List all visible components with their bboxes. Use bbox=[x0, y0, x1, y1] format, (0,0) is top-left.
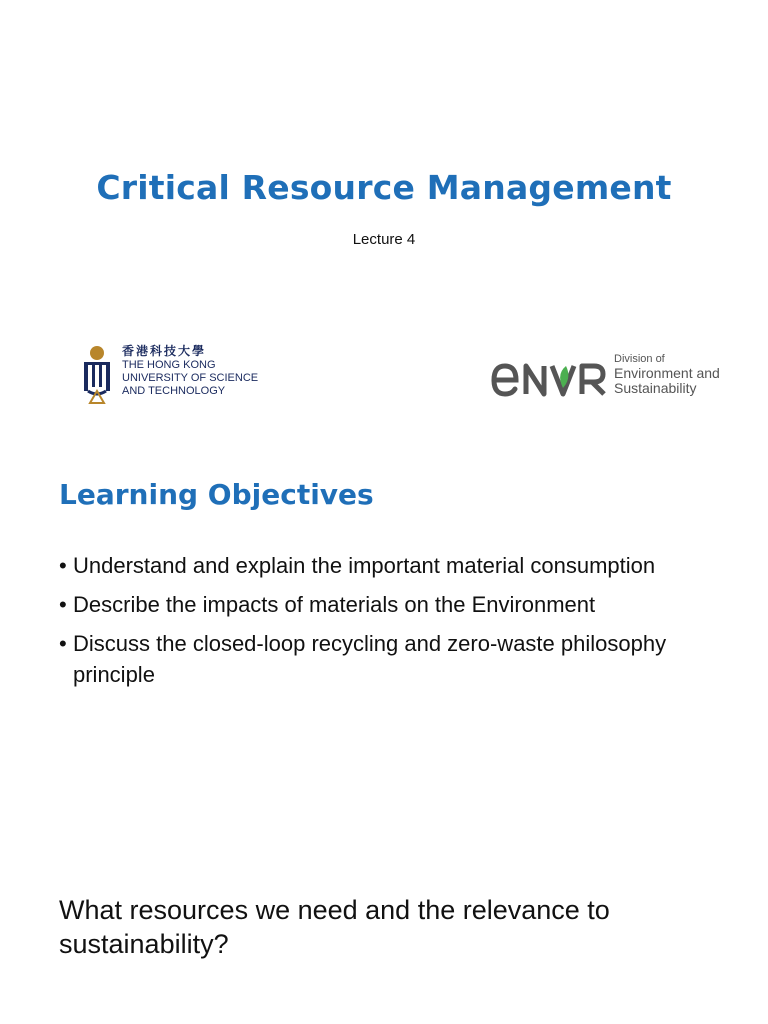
section-question: What resources we need and the relevance to sustainability? bbox=[59, 895, 610, 959]
hkust-name-line: THE HONG KONG bbox=[122, 359, 216, 371]
hkust-emblem-icon bbox=[80, 345, 114, 405]
envr-line-1: Division of bbox=[614, 353, 665, 365]
envr-division-name bbox=[614, 352, 720, 396]
bullet: • bbox=[59, 592, 67, 617]
hkust-chinese-name: 香港科技大學 bbox=[122, 344, 207, 358]
hkust-name-line: AND TECHNOLOGY bbox=[122, 385, 226, 397]
list-item bbox=[59, 589, 719, 620]
list-item bbox=[59, 628, 719, 690]
slide-title: Critical Resource Management bbox=[96, 168, 672, 207]
objective-text: Describe the impacts of materials on the Environment bbox=[73, 592, 596, 617]
hkust-name bbox=[122, 345, 258, 398]
hkust-logo bbox=[80, 345, 280, 405]
objective-text: Understand and explain the important material consumption bbox=[73, 553, 656, 578]
bullet: • bbox=[59, 553, 67, 578]
envr-logo bbox=[490, 352, 740, 402]
lecture-label: Lecture 4 bbox=[352, 231, 416, 248]
envr-wordmark-icon bbox=[490, 358, 608, 398]
objectives-list bbox=[59, 550, 719, 698]
bullet: • bbox=[59, 631, 67, 656]
learning-objectives-heading: Learning Objectives bbox=[59, 478, 374, 511]
objective-text: Discuss the closed-loop recycling and zero-waste philosophy principle bbox=[73, 631, 667, 687]
envr-line-3: Sustainability bbox=[614, 380, 697, 396]
hkust-name-line: UNIVERSITY OF SCIENCE bbox=[122, 372, 259, 384]
list-item bbox=[59, 550, 719, 581]
envr-line-2: Environment and bbox=[614, 365, 720, 381]
